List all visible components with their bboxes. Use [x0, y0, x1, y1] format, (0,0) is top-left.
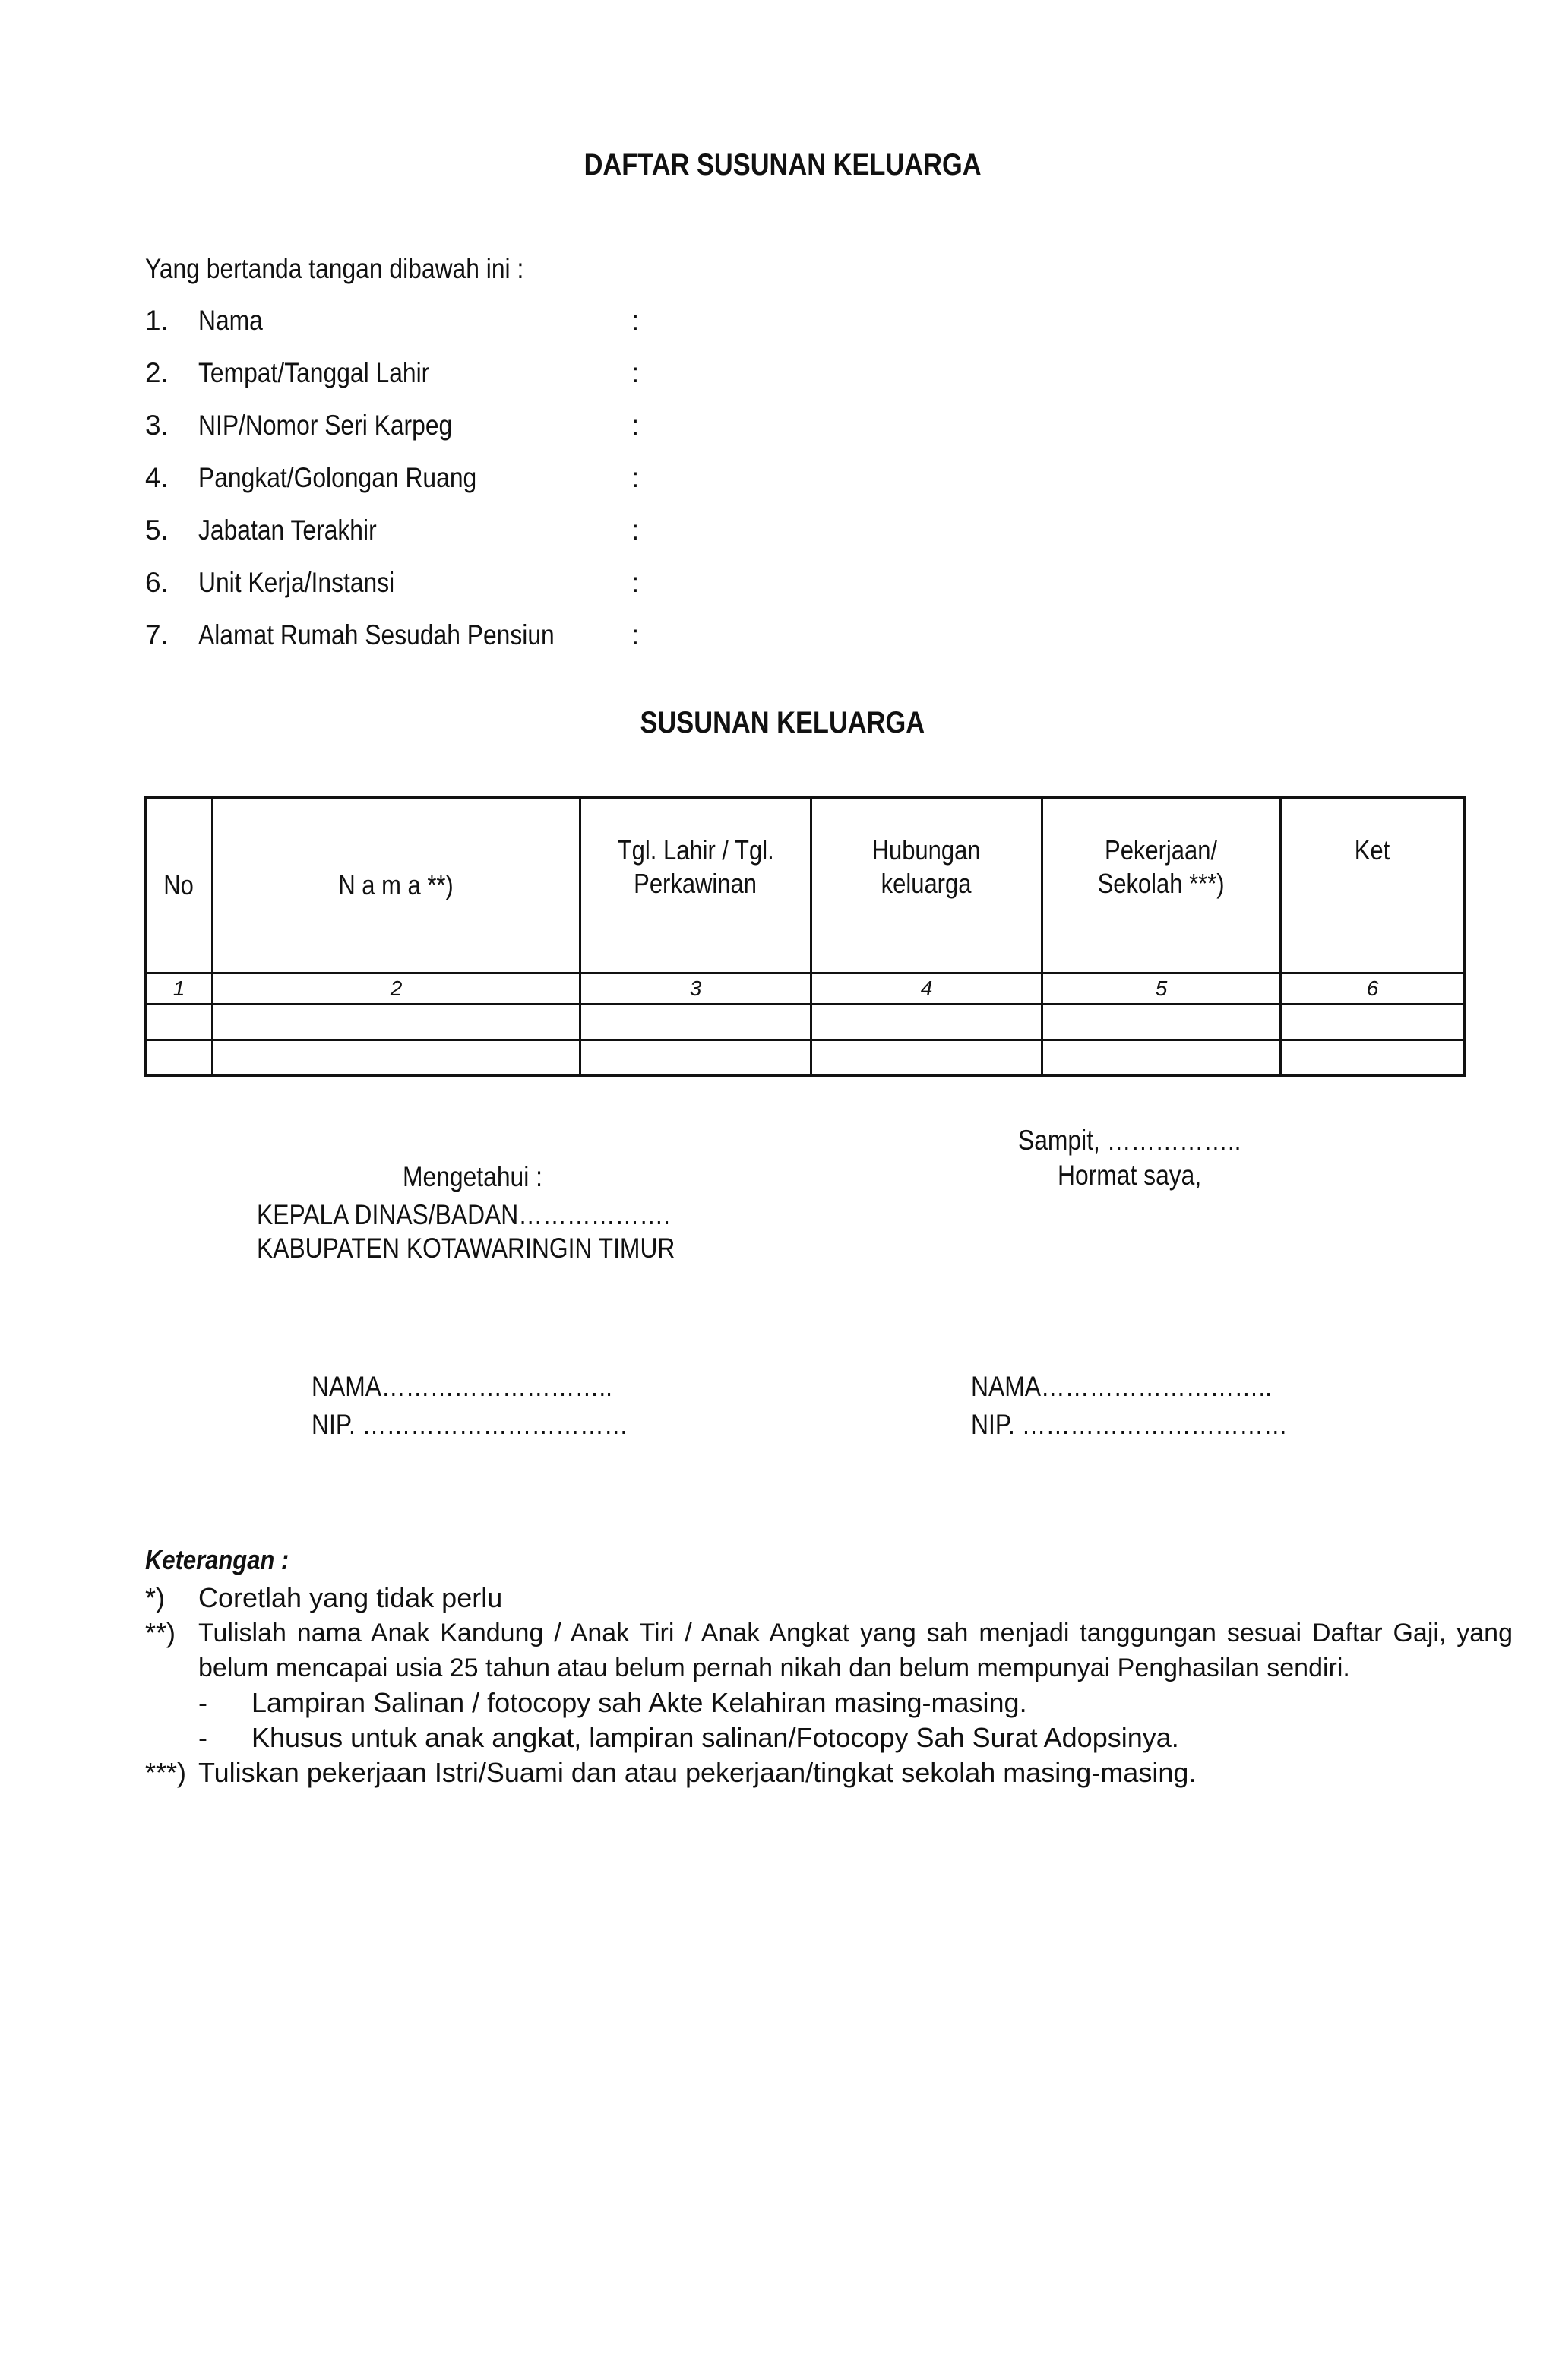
field-label: Alamat Rumah Sesudah Pensiun — [198, 619, 555, 650]
field-label: Unit Kerja/Instansi — [198, 567, 395, 598]
field-label: Tempat/Tanggal Lahir — [198, 357, 430, 388]
family-table — [144, 796, 1466, 1077]
field-number: 7. — [145, 619, 169, 650]
table-cell[interactable] — [146, 1040, 213, 1076]
field-label: Jabatan Terakhir — [198, 514, 377, 546]
greeting: Hormat saya, — [1058, 1160, 1202, 1191]
field-number: 3. — [145, 410, 169, 441]
field-colon: : — [631, 514, 640, 546]
official-region: KABUPATEN KOTAWARINGIN TIMUR — [257, 1233, 675, 1264]
field-colon: : — [631, 305, 640, 336]
field-label: NIP/Nomor Seri Karpeg — [198, 410, 453, 441]
field-colon: : — [631, 462, 640, 493]
note-item: **) Tulislah nama Anak Kandung / Anak Tiri / Anak Angkat yang sah menjadi tanggungan sesuai Daftar Gaji, yang belum mencapai usia 25 tahun atau belum pernah nikah dan belum mempunyai Penghasilan sendiri. — [145, 1617, 1513, 1682]
table-header-row — [146, 798, 1465, 973]
table-cell[interactable] — [580, 1040, 811, 1076]
table-cell[interactable] — [213, 1005, 580, 1040]
document-title: DAFTAR SUSUNAN KELUARGA — [584, 148, 982, 182]
field-colon: : — [631, 410, 640, 441]
table-row — [146, 1005, 1465, 1040]
column-index: 2 — [213, 973, 580, 1005]
field-label: Pangkat/Golongan Ruang — [198, 462, 477, 493]
section-title: SUSUNAN KELUARGA — [640, 706, 925, 739]
table-cell[interactable] — [1042, 1005, 1281, 1040]
right-name-line: NAMA……………………….. — [971, 1371, 1273, 1402]
table-cell[interactable] — [811, 1005, 1042, 1040]
column-header-nama: N a m a **) — [213, 798, 580, 973]
column-index: 5 — [1042, 973, 1281, 1005]
table-cell[interactable] — [213, 1040, 580, 1076]
column-index: 4 — [811, 973, 1042, 1005]
table-row — [146, 1040, 1465, 1076]
table-cell[interactable] — [1281, 1040, 1465, 1076]
left-nip-line: NIP. …………………………… — [312, 1409, 628, 1440]
place-date: Sampit, …………….. — [1018, 1125, 1241, 1156]
table-index-row — [146, 973, 1465, 1005]
column-header-pekerjaan: Pekerjaan/ Sekolah ***) — [1042, 798, 1281, 973]
note-item: *) Coretlah yang tidak perlu — [145, 1582, 503, 1613]
official-position: KEPALA DINAS/BADAN………………. — [257, 1199, 671, 1230]
column-index: 3 — [580, 973, 811, 1005]
intro-text: Yang bertanda tangan dibawah ini : — [145, 253, 524, 284]
table-cell[interactable] — [811, 1040, 1042, 1076]
note-item: ***) Tuliskan pekerjaan Istri/Suami dan atau pekerjaan/tingkat sekolah masing-masing. — [145, 1757, 1197, 1788]
column-header-ket: Ket — [1281, 798, 1465, 973]
field-colon: : — [631, 619, 640, 650]
field-number: 5. — [145, 514, 169, 546]
table-cell[interactable] — [146, 1005, 213, 1040]
table-cell[interactable] — [1042, 1040, 1281, 1076]
table-cell[interactable] — [1281, 1005, 1465, 1040]
column-header-no: No — [146, 798, 213, 973]
document-page: DAFTAR SUSUNAN KELUARGA Yang bertanda tangan dibawah ini : 1. Nama : 2. Tempat/Tanggal Lahir : 3. NIP/Nomor Seri Karpeg : 4. Pangkat/Golongan Ruang : 5. Jabatan Terakhir : 6. Unit Kerja/Instansi : 7. Alamat Rumah Sesudah Pensiun : SUSUNAN KELUARGA No N a m a **) Tgl. Lahir / Tgl. Perkawinan Hubungan keluarga Pekerjaan/ Sekolah ***) Ket 1 2 3 4 5 6 Sampit, …………….. Hormat saya, Mengetahui : KEPALA DINAS/BADAN………………. KABUPATEN KOTAWARINGIN TIMUR NAMA……………………….. NIP. …………………………… NAMA……………………….. NIP. …………………………… Keterangan : *) Coretlah yang tidak perlu **) Tulislah nama Anak Kandung / Anak Tiri / Anak Angkat yang sah menjadi tanggungan sesuai Daftar Gaji, yang belum mencapai usia 25 tahun atau belum pernah nikah dan belum mempunyai Penghasilan sendiri. - Lampiran Salinan / fotocopy sah Akte Kelahiran masing-masing. - Khusus untuk anak angkat, lampiran salinan/Fotocopy Sah Surat Adopsinya. ***) Tuliskan pekerjaan Istri/Suami dan atau pekerjaan/tingkat sekolah masing-masing. — [0, 0, 1556, 2380]
field-colon: : — [631, 357, 640, 388]
field-number: 4. — [145, 462, 169, 493]
left-name-line: NAMA……………………….. — [312, 1371, 613, 1402]
column-header-tgl-lahir: Tgl. Lahir / Tgl. Perkawinan — [580, 798, 811, 973]
notes-title: Keterangan : — [145, 1544, 289, 1575]
field-label: Nama — [198, 305, 263, 336]
right-nip-line: NIP. …………………………… — [971, 1409, 1288, 1440]
column-index: 1 — [146, 973, 213, 1005]
field-number: 6. — [145, 567, 169, 598]
column-header-hubungan: Hubungan keluarga — [811, 798, 1042, 973]
acknowledge-label: Mengetahui : — [403, 1161, 542, 1192]
column-index: 6 — [1281, 973, 1465, 1005]
field-colon: : — [631, 567, 640, 598]
field-number: 2. — [145, 357, 169, 388]
table-cell[interactable] — [580, 1005, 811, 1040]
field-number: 1. — [145, 305, 169, 336]
